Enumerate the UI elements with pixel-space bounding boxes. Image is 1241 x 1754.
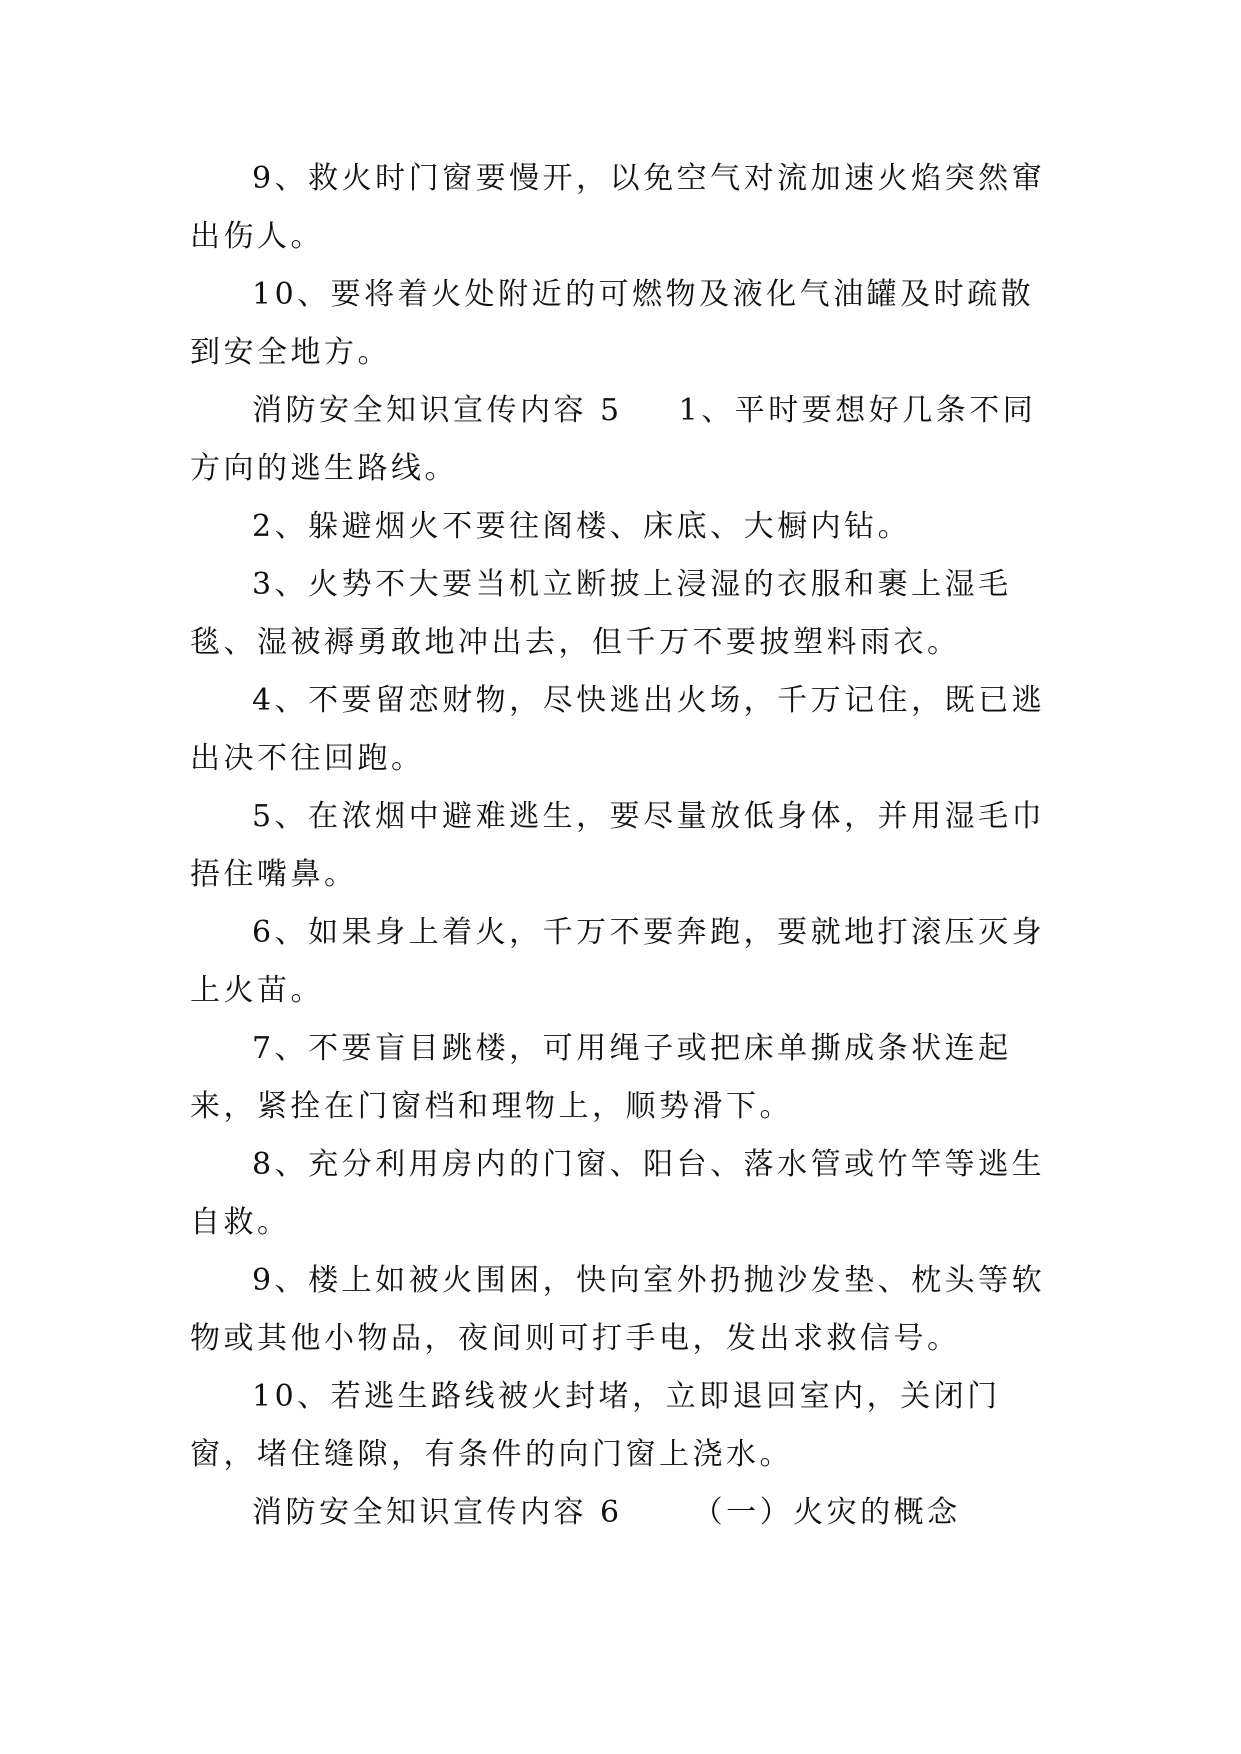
- paragraph-10-retreat: 10、若逃生路线被火封堵，立即退回室内，关闭门窗，堵住缝隙，有条件的向门窗上浇水。: [190, 1379, 1001, 1472]
- paragraph-10-flammables: 10、要将着火处附近的可燃物及液化气油罐及时疏散到安全地方。: [190, 277, 1035, 370]
- section-5-block: [190, 382, 1050, 498]
- section-heading-5: 消防安全知识宣传内容 5: [252, 393, 623, 428]
- paragraph-9-door-window: 9、救火时门窗要慢开，以免空气对流加速火焰突然窜出伤人。: [190, 161, 1046, 254]
- paragraph-6-on-fire: 6、如果身上着火，千万不要奔跑，要就地打滚压灭身上火苗。: [190, 915, 1046, 1008]
- paragraph-8-self-rescue: 8、充分利用房内的门窗、阳台、落水管或竹竿等逃生自救。: [190, 1147, 1046, 1240]
- paragraph-3-wet-clothes: 3、火势不大要当机立断披上浸湿的衣服和裹上湿毛毯、湿被褥勇敢地冲出去，但千万不要披塑料雨衣。: [190, 567, 1012, 660]
- subheading-fire-concept: （一）火灾的概念: [692, 1495, 961, 1530]
- section-6-block: [252, 1484, 961, 1542]
- paragraph-7-no-jump: 7、不要盲目跳楼，可用绳子或把床单撕成条状连起来，紧拴在门窗档和理物上，顺势滑下。: [190, 1031, 1012, 1124]
- paragraph-1-escape-routes: 1、平时要想好几条不同方向的逃生路线。: [190, 393, 1037, 486]
- paragraph-5-smoke: 5、在浓烟中避难逃生，要尽量放低身体，并用湿毛巾捂住嘴鼻。: [190, 799, 1046, 892]
- section-heading-6: 消防安全知识宣传内容 6: [252, 1495, 623, 1530]
- paragraph-9-signal: 9、楼上如被火围困，快向室外扔抛沙发垫、枕头等软物或其他小物品，夜间则可打手电，发出求救信号。: [190, 1263, 1046, 1356]
- paragraph-2-hide: 2、躲避烟火不要往阁楼、床底、大橱内钻。: [252, 509, 912, 544]
- paragraph-4-property: 4、不要留恋财物，尽快逃出火场，千万记住，既已逃出决不往回跑。: [190, 683, 1046, 776]
